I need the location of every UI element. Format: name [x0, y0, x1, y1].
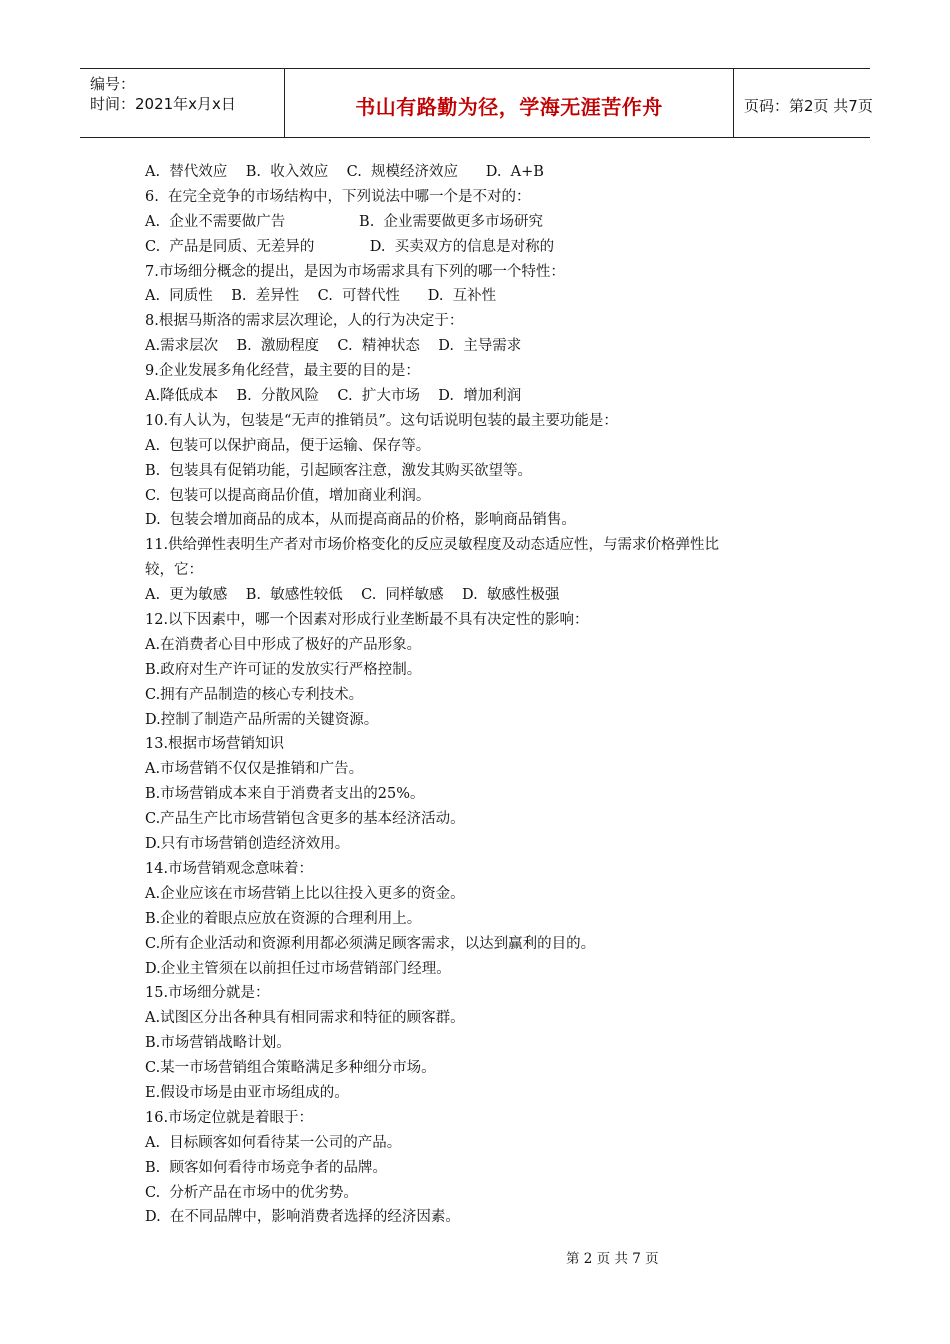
document-body	[145, 160, 815, 1230]
text-line: 7.市场细分概念的提出，是因为市场需求具有下列的哪一个特性：	[145, 263, 565, 280]
text-line: 13.根据市场营销知识	[145, 736, 285, 753]
text-line: A. 替代效应 B. 收入效应 C. 规模经济效应 D. A+B	[145, 164, 544, 180]
text-line: C.某一市场营销组合策略满足多种细分市场。	[145, 1060, 436, 1077]
text-line: A. 包装可以保护商品，便于运输、保存等。	[145, 437, 431, 454]
text-line: 6. 在完全竞争的市场结构中，下列说法中哪一个是不对的：	[145, 188, 531, 205]
text-line: B.企业的着眼点应放在资源的合理利用上。	[145, 910, 422, 927]
text-line: C. 包装可以提高商品价值，增加商业利润。	[145, 487, 431, 504]
header-page-number: 页码：第2页 共7页	[744, 97, 873, 115]
text-line: A. 更为敏感 B. 敏感性较低 C. 同样敏感 D. 敏感性极强	[145, 587, 560, 604]
document-number: 编号：	[90, 75, 136, 93]
text-line: A.试图区分出各种具有相同需求和特征的顾客群。	[145, 1010, 465, 1027]
header-meta	[80, 69, 284, 137]
text-line: B.市场营销成本来自于消费者支出的25%。	[145, 786, 425, 803]
text-line: 15.市场细分就是：	[145, 985, 270, 1002]
text-line: 10.有人认为，包装是“无声的推销员”。这句话说明包装的最主要功能是：	[145, 412, 618, 429]
text-line: 较，它：	[145, 562, 203, 579]
text-line: D. 包装会增加商品的成本，从而提高商品的价格，影响商品销售。	[145, 512, 576, 529]
motto: 书山有路勤为径，学海无涯苦作舟	[355, 95, 663, 119]
text-line: D.只有市场营销创造经济效用。	[145, 836, 350, 853]
text-line: A. 同质性 B. 差异性 C. 可替代性 D. 互补性	[145, 288, 497, 305]
text-line: C.产品生产比市场营销包含更多的基本经济活动。	[145, 811, 465, 828]
text-line: A.降低成本 B. 分散风险 C. 扩大市场 D. 增加利润	[145, 388, 522, 405]
text-line: 11.供给弹性表明生产者对市场价格变化的反应灵敏程度及动态适应性，与需求价格弹性比	[145, 537, 720, 554]
document-date: 时间：2021年x月x日	[90, 95, 236, 113]
text-line: 14.市场营销观念意味着：	[145, 860, 314, 877]
text-line: C. 分析产品在市场中的优劣势。	[145, 1184, 358, 1201]
text-line: A.市场营销不仅仅是推销和广告。	[145, 761, 364, 778]
text-line: C. 产品是同质、无差异的 D. 买卖双方的信息是对称的	[145, 238, 555, 255]
page-header	[80, 68, 873, 138]
text-line: D.企业主管须在以前担任过市场营销部门经理。	[145, 960, 451, 977]
text-line: A.需求层次 B. 激励程度 C. 精神状态 D. 主导需求	[145, 338, 522, 355]
text-line: B.市场营销战略计划。	[145, 1035, 291, 1052]
text-line: A.在消费者心目中形成了极好的产品形象。	[145, 636, 422, 653]
text-line: B. 包装具有促销功能，引起顾客注意，激发其购买欲望等。	[145, 462, 532, 479]
text-line: C.拥有产品制造的核心专利技术。	[145, 686, 364, 703]
header-motto-cell	[284, 69, 734, 137]
text-line: A.企业应该在市场营销上比以往投入更多的资金。	[145, 885, 465, 902]
text-line: B.政府对生产许可证的发放实行严格控制。	[145, 661, 422, 678]
text-line: 12.以下因素中，哪一个因素对形成行业垄断最不具有决定性的影响：	[145, 612, 589, 629]
text-line: A. 企业不需要做广告 B. 企业需要做更多市场研究	[145, 213, 544, 230]
text-line: 9.企业发展多角化经营，最主要的目的是：	[145, 363, 420, 380]
footer-page-number: 第 2 页 共 7 页	[566, 1251, 659, 1267]
text-line: D.控制了制造产品所需的关键资源。	[145, 711, 379, 728]
header-page-cell	[734, 69, 873, 137]
text-line: C.所有企业活动和资源利用都必须满足顾客需求，以达到赢利的目的。	[145, 935, 596, 952]
text-line: 8.根据马斯洛的需求层次理论，人的行为决定于：	[145, 313, 464, 330]
text-line: E.假设市场是由亚市场组成的。	[145, 1084, 349, 1101]
text-line: A. 目标顾客如何看待某一公司的产品。	[145, 1134, 402, 1151]
text-line: D. 在不同品牌中，影响消费者选择的经济因素。	[145, 1209, 460, 1226]
text-line: 16.市场定位就是着眼于：	[145, 1109, 314, 1126]
text-line: B. 顾客如何看待市场竞争者的品牌。	[145, 1159, 387, 1176]
